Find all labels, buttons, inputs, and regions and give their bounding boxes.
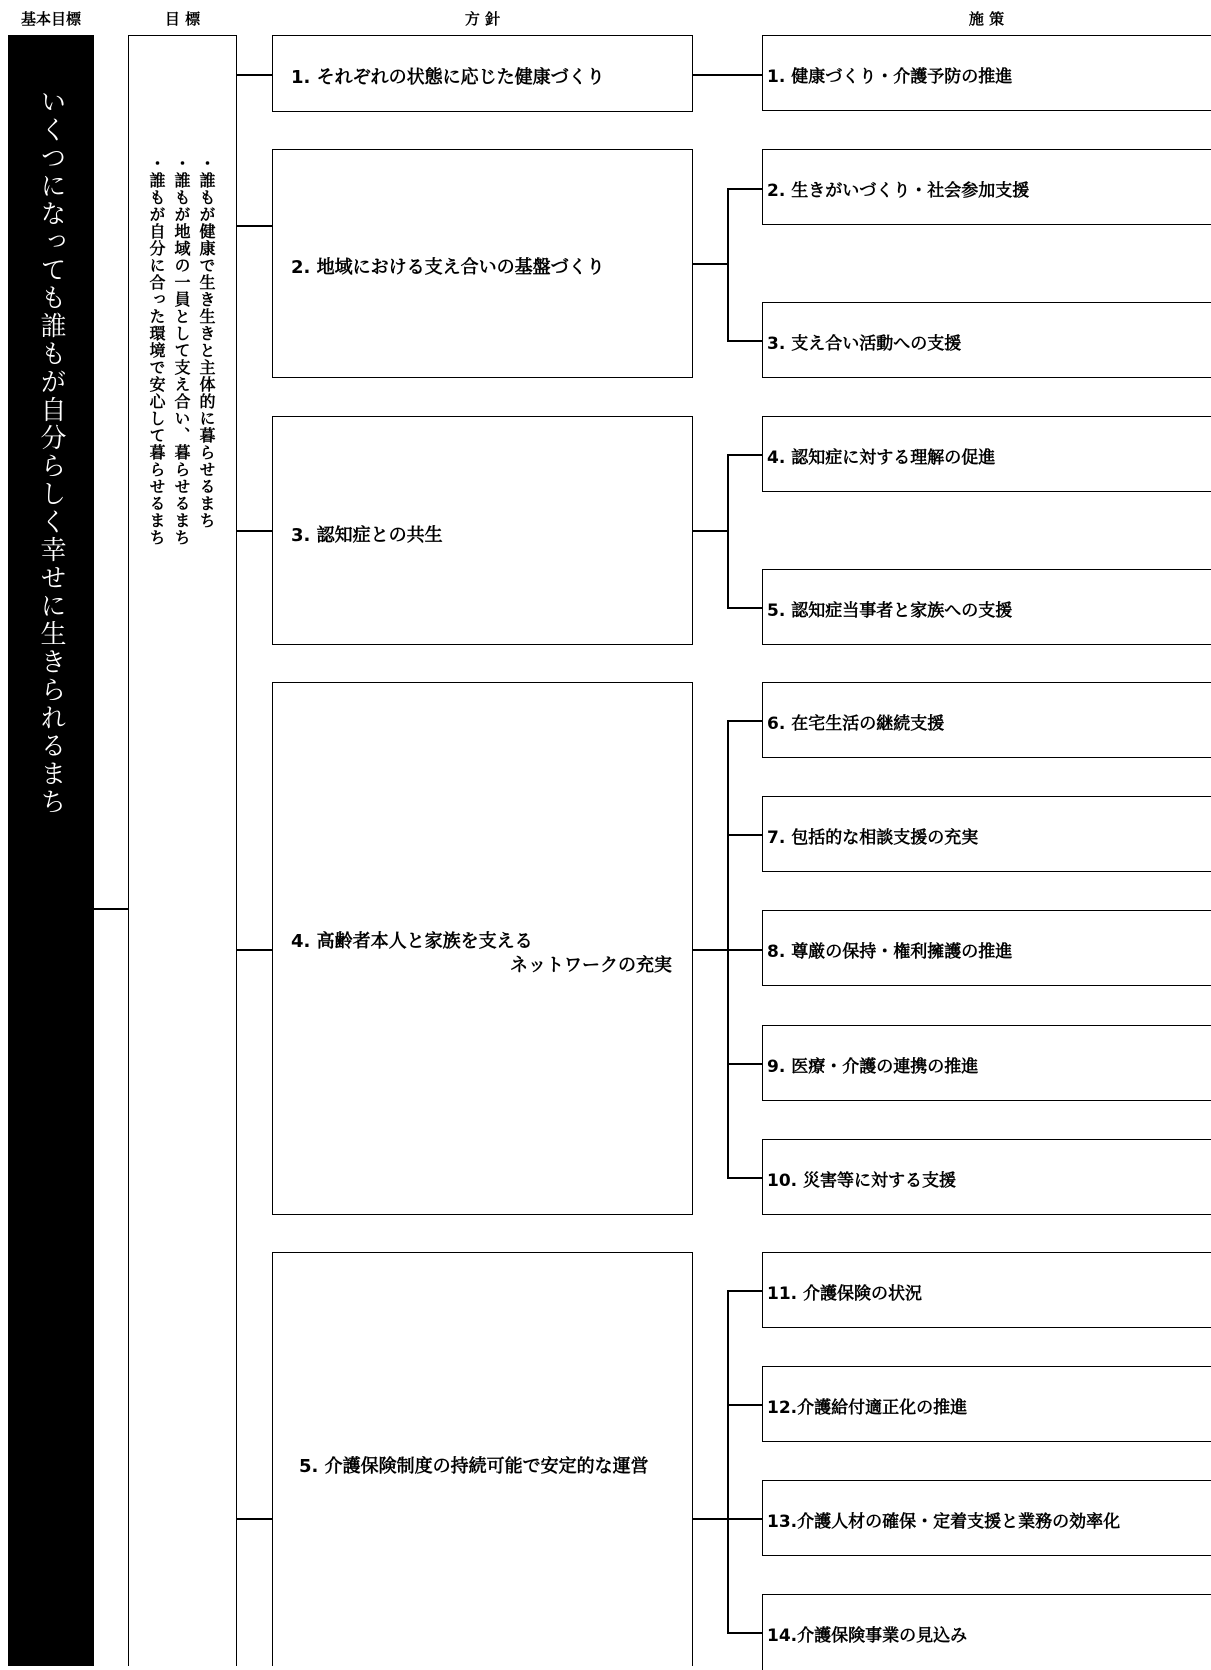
connector-goal-policy: [237, 74, 272, 76]
measure-box-1: [762, 35, 1211, 111]
connector-goal-policy: [237, 225, 272, 227]
measure-box-12: [762, 1366, 1211, 1442]
connector-policy-measure: [727, 340, 762, 342]
connector-policy-measure: [727, 834, 762, 836]
policy-box-4: [272, 682, 693, 1215]
connector-policy-measure: [727, 1063, 762, 1065]
connector-policy-measure: [693, 530, 727, 532]
measure-box-8: [762, 910, 1211, 986]
measure-label: 2. 生きがいづくり・社会参加支援: [767, 181, 1030, 201]
measure-box-3: [762, 302, 1211, 378]
basic-goal-text: いくつになっても誰もが自分らしく幸せに生きられるまち: [36, 88, 66, 816]
connector-policy-measure: [727, 454, 762, 456]
policy-box-1: [272, 35, 693, 112]
connector-policy-measure: [693, 1518, 727, 1520]
header-policy: 方 針: [464, 10, 501, 28]
measure-label: 6. 在宅生活の継続支援: [767, 714, 945, 734]
policy-box-2: [272, 149, 693, 378]
connector-goal-policy: [237, 949, 272, 951]
measure-box-2: [762, 149, 1211, 225]
connector-policy-measure: [727, 188, 762, 190]
policy-label-line2: ネットワークの充実: [510, 955, 672, 976]
measure-label: 13.介護人材の確保・定着支援と業務の効率化: [767, 1512, 1121, 1532]
goal-list: [144, 155, 219, 546]
connector-policy-measure: [727, 1404, 762, 1406]
measure-box-10: [762, 1139, 1211, 1215]
policy-label-line1: 4. 高齢者本人と家族を支える: [291, 931, 533, 952]
measure-box-11: [762, 1252, 1211, 1328]
policy-box-3: [272, 416, 693, 645]
measure-label: 7. 包括的な相談支援の充実: [767, 828, 979, 848]
connector-basic-goal: [94, 908, 128, 910]
goal-item: ・誰もが健康で生き生きと主体的に暮らせるまち: [197, 155, 216, 529]
policy-label: 1. それぞれの状態に応じた健康づくり: [291, 67, 605, 88]
header-basic-goal: 基本目標: [20, 10, 81, 28]
measure-label: 11. 介護保険の状況: [767, 1284, 923, 1304]
connector-policy-measure: [727, 949, 762, 951]
measure-label: 14.介護保険事業の見込み: [767, 1626, 968, 1646]
connector-goal-policy: [237, 1518, 272, 1520]
measure-box-4: [762, 416, 1211, 492]
connector-policy-measure: [727, 188, 729, 340]
connector-policy-measure: [727, 1290, 762, 1292]
connector-policy-measure: [727, 720, 762, 722]
connector-policy-measure: [693, 74, 762, 76]
measure-label: 12.介護給付適正化の推進: [767, 1398, 968, 1418]
measure-label: 9. 医療・介護の連携の推進: [767, 1057, 979, 1077]
measure-label: 3. 支え合い活動への支援: [767, 334, 962, 354]
connector-policy-measure: [693, 263, 727, 265]
connector-policy-measure: [727, 1518, 762, 1520]
policy-label: 3. 認知症との共生: [291, 525, 443, 546]
measure-label: 4. 認知症に対する理解の促進: [767, 448, 996, 468]
measure-label: 10. 災害等に対する支援: [767, 1171, 957, 1191]
measure-box-14: [762, 1594, 1211, 1670]
goal-item: ・誰もが地域の一員として支え合い、暮らせるまち: [172, 155, 191, 546]
policy-box-5: [272, 1252, 693, 1666]
header-goal: 目 標: [164, 10, 201, 28]
measure-label: 1. 健康づくり・介護予防の推進: [767, 67, 1013, 87]
connector-policy-measure: [727, 607, 762, 609]
measure-label: 8. 尊厳の保持・権利擁護の推進: [767, 942, 1013, 962]
connector-policy-measure: [693, 949, 727, 951]
connector-policy-measure: [727, 1177, 762, 1179]
connector-policy-measure: [727, 454, 729, 607]
header-measure: 施 策: [968, 10, 1005, 28]
goal-item: ・誰もが自分に合った環境で安心して暮らせるまち: [147, 155, 166, 546]
policy-label: 2. 地域における支え合いの基盤づくり: [291, 257, 605, 278]
measure-box-9: [762, 1025, 1211, 1101]
connector-policy-measure: [727, 1632, 762, 1634]
measure-box-7: [762, 796, 1211, 872]
measure-box-5: [762, 569, 1211, 645]
measure-box-6: [762, 682, 1211, 758]
policy-label: 5. 介護保険制度の持続可能で安定的な運営: [299, 1456, 649, 1477]
measure-box-13: [762, 1480, 1211, 1556]
connector-policy-measure: [727, 1290, 729, 1632]
connector-goal-policy: [237, 530, 272, 532]
measure-label: 5. 認知症当事者と家族への支援: [767, 601, 1013, 621]
